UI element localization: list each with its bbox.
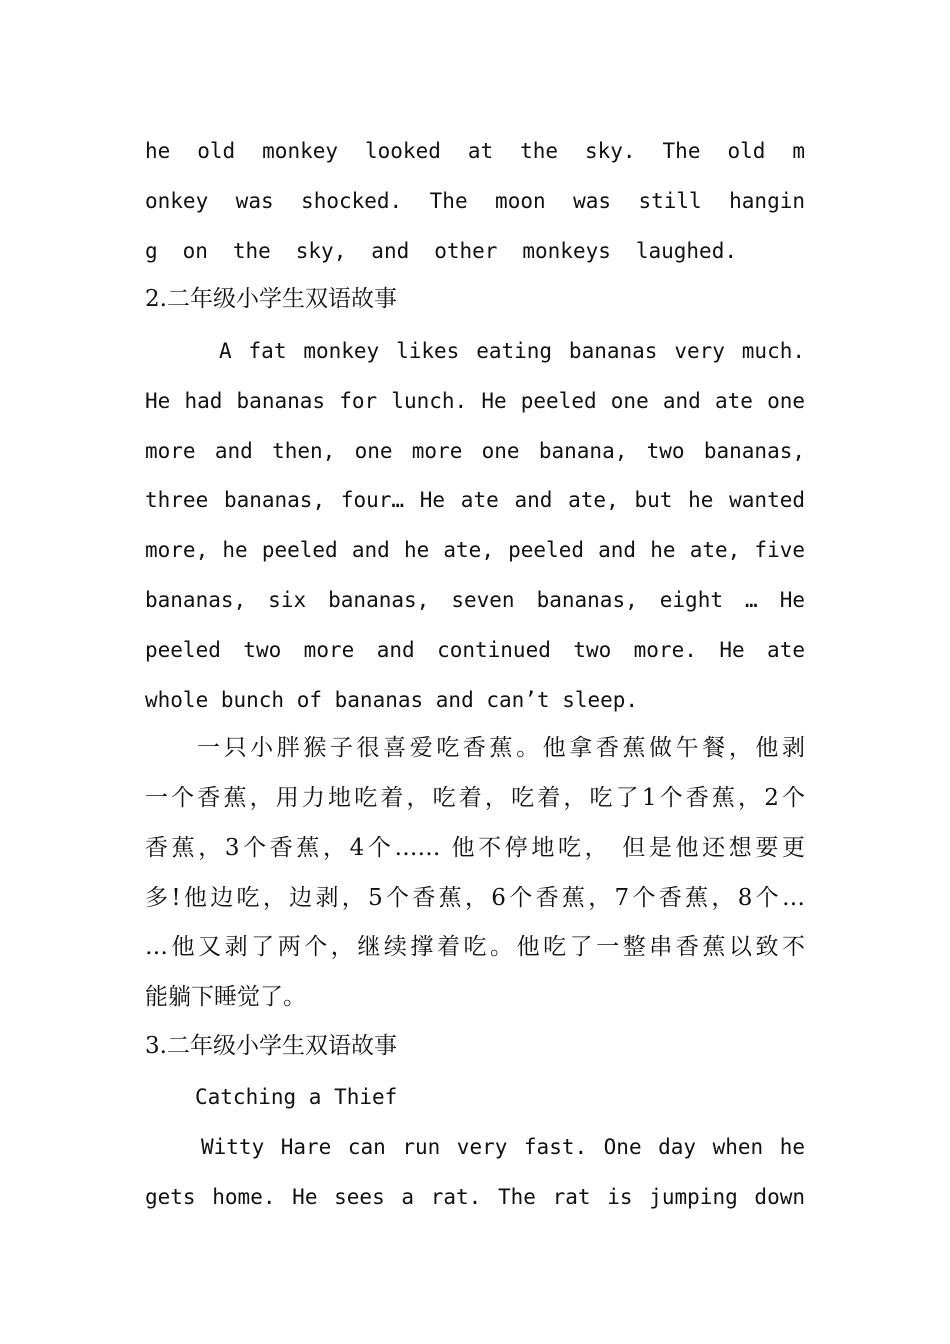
section2-zh-line-6: 能躺下睡觉了。	[145, 984, 306, 1010]
section2-heading: 2.二年级小学生双语故事	[145, 286, 397, 312]
section2-en-line-3: more and then, one more one banana, two bananas,	[145, 439, 805, 463]
section2-en-line-4: three bananas, four… He ate and ate, but he wanted	[145, 488, 805, 512]
section2-zh-line-4: 多!他边吃，边剥，5个香蕉，6个香蕉，7个香蕉，8个…	[145, 885, 805, 911]
section2-en-line-1: A fat monkey likes eating bananas very much.	[219, 339, 805, 363]
section3-title: Catching a Thief	[195, 1085, 398, 1109]
section2-en-line-2: He had bananas for lunch. He peeled one and ate one	[145, 389, 805, 413]
section2-zh-line-5: …他又剥了两个，继续撑着吃。他吃了一整串香蕉以致不	[145, 934, 805, 960]
section2-zh-line-3: 香蕉，3个香蕉，4个…… 他不停地吃， 但是他还想要更	[145, 835, 805, 861]
section2-en-line-7: peeled two more and continued two more. He ate	[145, 638, 805, 662]
section3-en-line-2: gets home. He sees a rat. The rat is jumping down	[145, 1185, 805, 1209]
story1-line-1: he old monkey looked at the sky. The old m	[145, 139, 805, 163]
story1-line-3: g on the sky, and other monkeys laughed.	[145, 239, 737, 263]
section2-en-line-5: more, he peeled and he ate, peeled and he ate, five	[145, 538, 805, 562]
section3-heading: 3.二年级小学生双语故事	[145, 1033, 397, 1059]
section2-en-line-8: whole bunch of bananas and can’t sleep.	[145, 688, 639, 712]
section2-zh-line-2: 一个香蕉，用力地吃着，吃着，吃着，吃了1个香蕉，2个	[145, 785, 805, 811]
story1-line-2: onkey was shocked. The moon was still hangin	[145, 189, 805, 213]
section3-en-line-1: Witty Hare can run very fast. One day when he	[201, 1135, 805, 1159]
section2-zh-line-1: 一只小胖猴子很喜爱吃香蕉。他拿香蕉做午餐，他剥	[197, 735, 805, 761]
section2-en-line-6: bananas, six bananas, seven bananas, eight … He	[145, 588, 805, 612]
